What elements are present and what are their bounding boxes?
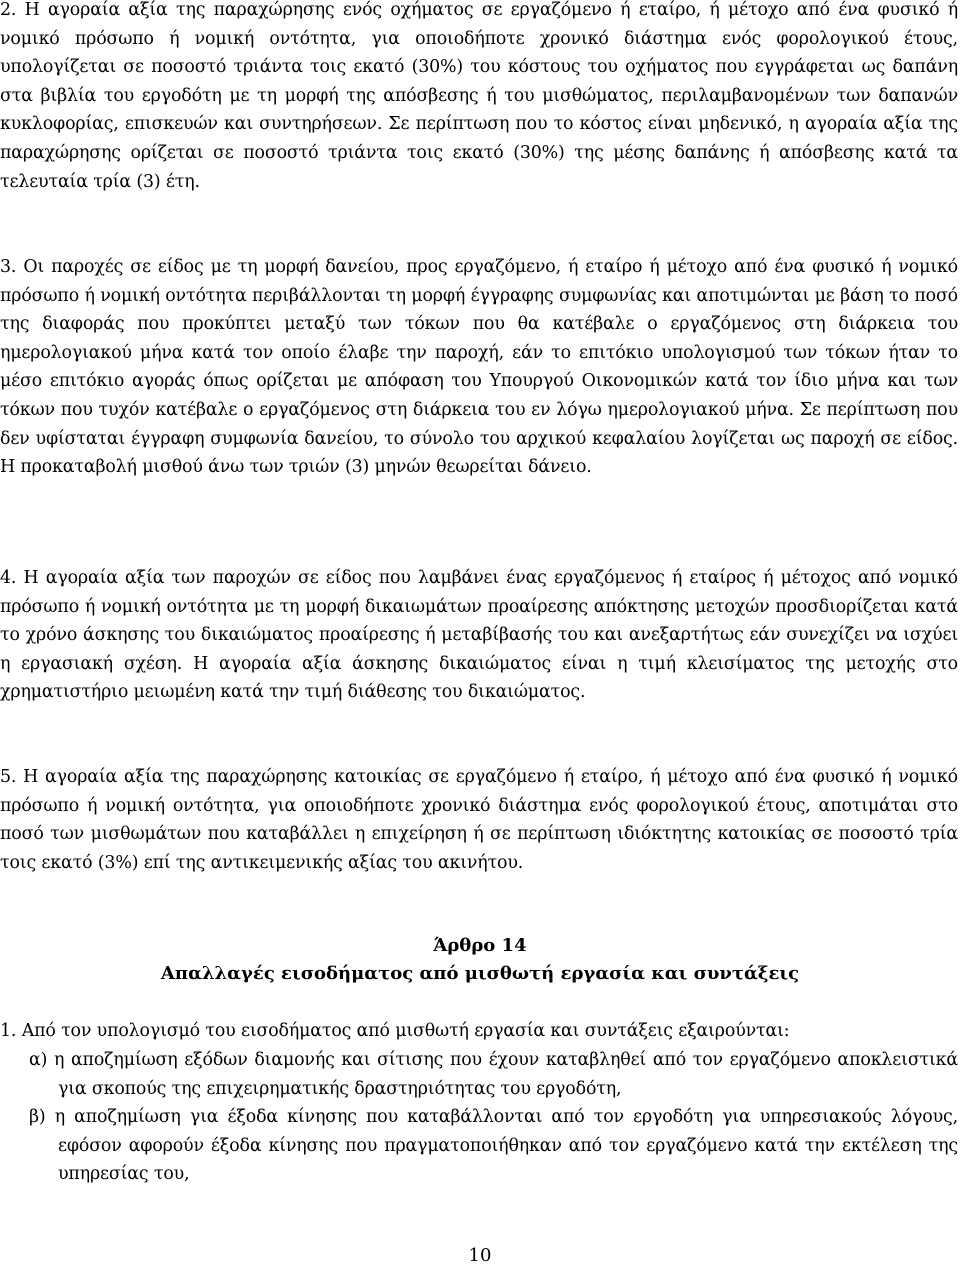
list-item-a [29,1046,958,1103]
paragraph-number: 5. [0,767,17,787]
paragraph-text: Η αγοραία αξία των παροχών σε είδος που λαμβάνει ένας εργαζόμενος ή εταίρος ή μέτοχος από νομικό πρόσωπο ή νομική οντότητα με τη μορφή δικαιωμάτων προαίρεσης απόκτησης μετοχών προσδιορίζεται κατά το χρόνο άσκησης του δικαιώματος προαίρεσης ή μεταβίβασής του και ανεξαρτήτως εάν συνεχίζει να ισχύει η εργασιακή σχέση. Η αγοραία αξία άσκησης δικαιώματος είναι η τιμή κλεισίματος της μετοχής στο χρηματιστήριο μειωμένη κατά την τιμή διάθεσης του δικαιώματος. [0,568,958,703]
paragraph-text: Οι παροχές σε είδος με τη μορφή δανείου, προς εργαζόμενο, ή εταίρο ή μέτοχο από ένα φυσικό ή νομικό πρόσωπο ή νομική οντότητα περιβάλλονται τη μορφή έγγραφης συμφωνίας και αποτιμώνται με βάση το ποσό της διαφοράς που προκύπτει μεταξύ των τόκων που θα κατέβαλε ο εργαζόμενος στη διάρκεια του ημερολογιακού μήνα κατά τον οποίο έλαβε την παροχή, εάν το επιτόκιο υπολογισμού των τόκων ήταν το μέσο επιτόκιο αγοράς όπως ορίζεται με απόφαση του Υπουργού Οικονομικών κατά τον ίδιο μήνα και των τόκων που τυχόν κατέβαλε ο εργαζόμενος στη διάρκεια του εν λόγω ημερολογιακού μήνα. Σε περίπτωση που δεν υφίσταται έγγραφη συμφωνία δανείου, το σύνολο του αρχικού κεφαλαίου λογίζεται ως παροχή σε είδος. Η προκαταβολή μισθού άνω των τριών (3) μηνών θεωρείται δάνειο. [0,257,958,478]
point-number: 1. [0,1021,17,1041]
list-item-text: η αποζημίωση για έξοδα κίνησης που καταβάλλονται από τον εργοδότη για υπηρεσιακούς λόγους, εφόσον αφορούν έξοδα κίνησης που πραγματοποιήθηκαν από τον εργαζόμενο κατά την εκτέλεση της υπηρεσίας του, [54,1107,958,1185]
list-marker: α) [29,1050,48,1070]
paragraph-number: 4. [0,568,17,588]
article-title: Απαλλαγές εισοδήματος από μισθωτή εργασία και συντάξεις [160,963,800,984]
paragraph-4 [0,564,958,707]
paragraph-number: 3. [0,257,17,277]
paragraph-3 [0,253,958,482]
paragraph-2 [0,0,958,196]
paragraph-text: Η αγοραία αξία της παραχώρησης κατοικίας σε εργαζόμενο ή εταίρο, ή μέτοχο από ένα φυσικό ή νομικό πρόσωπο ή νομική οντότητα, για οποιοδήποτε χρονικό διάστημα ενός φορολογικού έτους, αποτιμάται στο ποσό των μισθωμάτων που καταβάλλει η επιχείρηση ή σε περίπτωση ιδιόκτητης κατοικίας σε ποσοστό τρία τοις εκατό (3%) επί της αντικειμενικής αξίας του ακινήτου. [0,767,958,873]
list-item-b [29,1103,958,1189]
point-intro: Από τον υπολογισμό του εισοδήματος από μισθωτή εργασία και συντάξεις εξαιρούνται: [21,1021,790,1041]
paragraph-number: 2. [0,0,17,20]
list-item-text: η αποζημίωση εξόδων διαμονής και σίτισης που έχουν καταβληθεί από τον εργαζόμενο αποκλειστικά για σκοπούς της επιχειρηματικής δραστηριότητας του εργοδότη, [53,1050,958,1099]
list-marker: β) [29,1107,46,1127]
article-point-1 [0,1017,958,1046]
article-number: Άρθρο 14 [433,935,527,956]
paragraph-5 [0,763,958,877]
paragraph-text: Η αγοραία αξία της παραχώρησης ενός οχήματος σε εργαζόμενο ή εταίρο, ή μέτοχο από ένα φυσικό ή νομικό πρόσωπο ή νομική οντότητα, για οποιοδήποτε χρονικό διάστημα ενός φορολογικού έτους, υπολογίζεται σε ποσοστό τριάντα τοις εκατό (30%) του κόστους του οχήματος που εγγράφεται ως δαπάνη στα βιβλία του εργοδότη με τη μορφή της απόσβεσης ή του μισθώματος, περιλαμβανομένων των δαπανών κυκλοφορίας, επισκευών και συντηρήσεων. Σε περίπτωση που το κόστος είναι μηδενικό, η αγοραία αξία της παραχώρησης ορίζεται σε ποσοστό τριάντα τοις εκατό (30%) της μέσης δαπάνης ή απόσβεσης κατά τα τελευταία τρία (3) έτη. [0,0,958,192]
page-number: 10 [468,1245,492,1266]
